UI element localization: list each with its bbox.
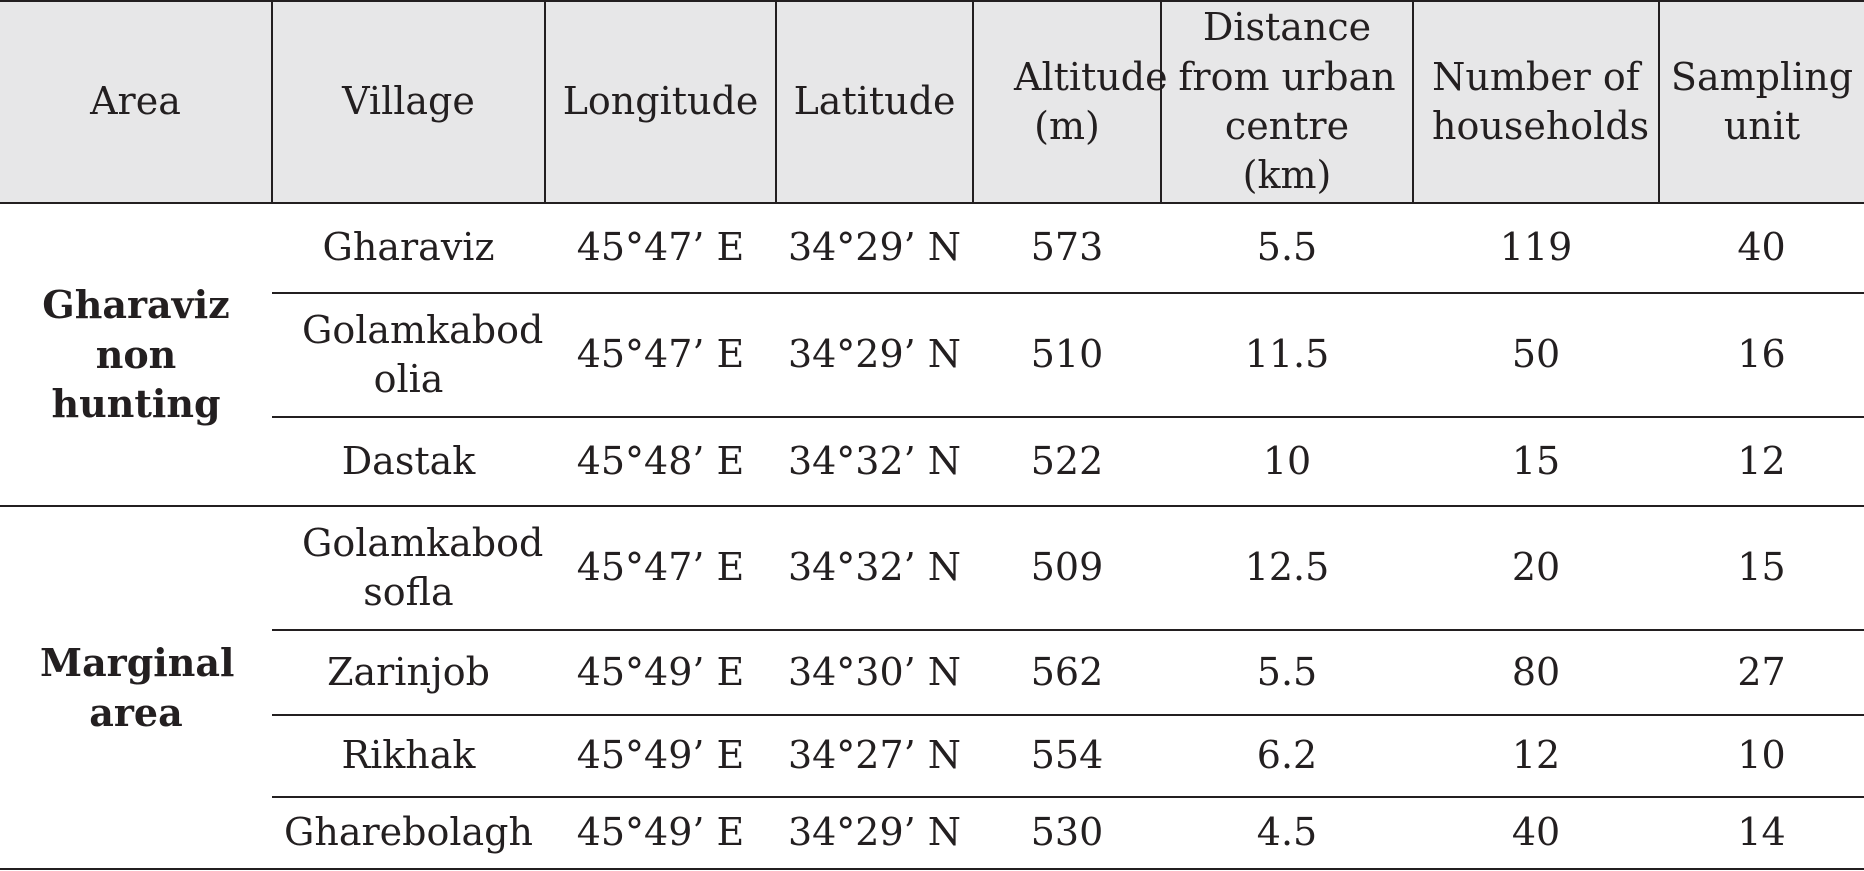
table-row <box>0 715 1864 797</box>
table-row <box>0 417 1864 506</box>
village-cell: Gharaviz <box>272 203 545 293</box>
altitude-cell: 509 <box>973 506 1161 630</box>
households-cell: 12 <box>1413 715 1659 797</box>
altitude-cell: 554 <box>973 715 1161 797</box>
households-cell: 20 <box>1413 506 1659 630</box>
latitude-cell: 34°32’ N <box>776 506 973 630</box>
sampling-cell: 27 <box>1659 630 1864 715</box>
table-row <box>0 506 1864 630</box>
households-cell: 80 <box>1413 630 1659 715</box>
longitude-cell: 45°47’ E <box>545 506 776 630</box>
households-cell: 50 <box>1413 293 1659 417</box>
area-cell: Gharaviz non hunting <box>0 203 272 506</box>
sampling-cell: 15 <box>1659 506 1864 630</box>
distance-cell: 4.5 <box>1161 797 1413 869</box>
table-row <box>0 203 1864 293</box>
altitude-cell: 510 <box>973 293 1161 417</box>
header-village: Village <box>272 1 545 203</box>
village-cell: Dastak <box>272 417 545 506</box>
altitude-cell: 573 <box>973 203 1161 293</box>
distance-cell: 12.5 <box>1161 506 1413 630</box>
latitude-cell: 34°29’ N <box>776 293 973 417</box>
households-cell: 40 <box>1413 797 1659 869</box>
table-row <box>0 293 1864 417</box>
longitude-cell: 45°49’ E <box>545 797 776 869</box>
sampling-cell: 40 <box>1659 203 1864 293</box>
longitude-cell: 45°48’ E <box>545 417 776 506</box>
latitude-cell: 34°29’ N <box>776 203 973 293</box>
latitude-cell: 34°32’ N <box>776 417 973 506</box>
longitude-cell: 45°47’ E <box>545 293 776 417</box>
distance-cell: 6.2 <box>1161 715 1413 797</box>
distance-cell: 11.5 <box>1161 293 1413 417</box>
sampling-cell: 10 <box>1659 715 1864 797</box>
sampling-cell: 16 <box>1659 293 1864 417</box>
village-cell: Zarinjob <box>272 630 545 715</box>
header-row <box>0 1 1864 203</box>
distance-cell: 5.5 <box>1161 630 1413 715</box>
village-cell: Golamkabod sofla <box>272 506 545 630</box>
longitude-cell: 45°49’ E <box>545 715 776 797</box>
longitude-cell: 45°49’ E <box>545 630 776 715</box>
longitude-cell: 45°47’ E <box>545 203 776 293</box>
latitude-cell: 34°27’ N <box>776 715 973 797</box>
village-cell: Golamkabod olia <box>272 293 545 417</box>
latitude-cell: 34°29’ N <box>776 797 973 869</box>
header-altitude: Altitude (m) <box>973 1 1161 203</box>
header-longitude: Longitude <box>545 1 776 203</box>
altitude-cell: 522 <box>973 417 1161 506</box>
sampling-cell: 14 <box>1659 797 1864 869</box>
sampling-cell: 12 <box>1659 417 1864 506</box>
header-households: Number of households <box>1413 1 1659 203</box>
table-row <box>0 797 1864 869</box>
area-cell: Marginal area <box>0 506 272 869</box>
header-latitude: Latitude <box>776 1 973 203</box>
header-distance: Distance from urban centre (km) <box>1161 1 1413 203</box>
table-row <box>0 630 1864 715</box>
table-body <box>0 203 1864 869</box>
village-cell: Gharebolagh <box>272 797 545 869</box>
households-cell: 119 <box>1413 203 1659 293</box>
altitude-cell: 562 <box>973 630 1161 715</box>
distance-cell: 5.5 <box>1161 203 1413 293</box>
village-cell: Rikhak <box>272 715 545 797</box>
distance-cell: 10 <box>1161 417 1413 506</box>
households-cell: 15 <box>1413 417 1659 506</box>
latitude-cell: 34°30’ N <box>776 630 973 715</box>
table-header <box>0 1 1864 203</box>
header-area: Area <box>0 1 272 203</box>
altitude-cell: 530 <box>973 797 1161 869</box>
header-sampling: Sampling unit <box>1659 1 1864 203</box>
